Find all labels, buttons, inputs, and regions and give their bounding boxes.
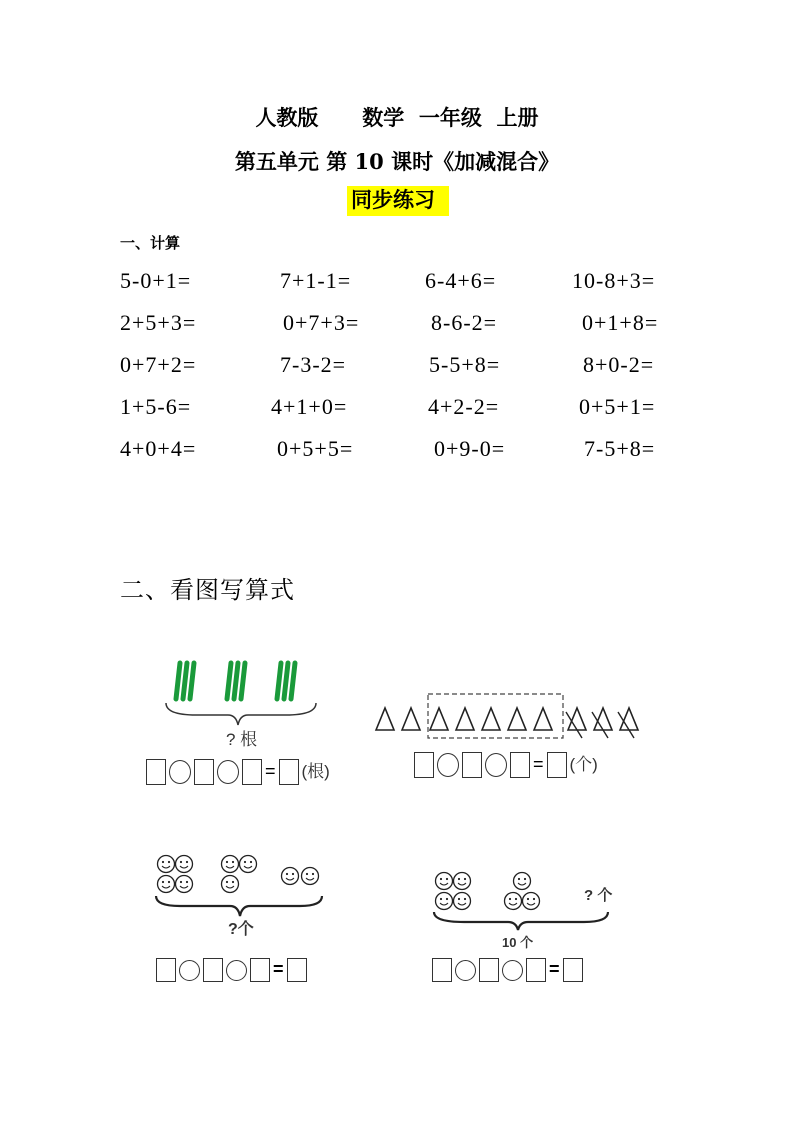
operator-circle[interactable] xyxy=(485,753,507,777)
title-line-1: 人教版 数学 一年级 上册 xyxy=(255,105,539,130)
calc-item: 0+7+3= xyxy=(283,310,360,335)
calc-item: 7-3-2= xyxy=(280,352,347,377)
equals-sign: = xyxy=(265,761,276,781)
calc-item: 10-8+3= xyxy=(572,268,656,293)
calc-row xyxy=(120,310,690,352)
answer-box[interactable] xyxy=(563,958,583,982)
pic3-question: ?个 xyxy=(228,921,254,938)
section-1-title: 一、计算 xyxy=(120,234,181,252)
pic4-total: 10 个 xyxy=(502,935,534,950)
calc-row xyxy=(120,436,690,478)
pic1-equation xyxy=(146,757,333,785)
calc-item: 0+5+1= xyxy=(579,394,656,419)
picture-smileys-2 xyxy=(424,866,624,991)
calc-item: 7-5+8= xyxy=(584,436,656,461)
answer-box[interactable] xyxy=(414,752,434,778)
operator-circle[interactable] xyxy=(179,960,200,981)
title-line-2: 第五单元 第 10 课时《加减混合》 xyxy=(234,149,560,174)
operator-circle[interactable] xyxy=(437,753,459,777)
answer-box[interactable] xyxy=(250,958,270,982)
calc-grid xyxy=(120,268,690,478)
calc-item: 0+1+8= xyxy=(582,310,659,335)
answer-box[interactable] xyxy=(203,958,223,982)
calc-item: 4+1+0= xyxy=(271,394,348,419)
calc-item: 1+5-6= xyxy=(120,394,192,419)
unit-label: (根) xyxy=(301,762,330,781)
answer-box[interactable] xyxy=(287,958,307,982)
calc-item: 0+7+2= xyxy=(120,352,197,377)
practice-badge: 同步练习 xyxy=(347,186,449,216)
operator-circle[interactable] xyxy=(502,960,523,981)
picture-smileys-1 xyxy=(150,848,340,988)
calc-item: 7+1-1= xyxy=(280,268,352,293)
calc-item: 0+5+5= xyxy=(277,436,354,461)
calc-row xyxy=(120,352,690,394)
calc-item: 4+2-2= xyxy=(428,394,500,419)
smileys-illustration xyxy=(150,848,335,923)
calc-item: 4+0+4= xyxy=(120,436,197,461)
pic1-question: ? 根 xyxy=(226,730,258,749)
calc-item: 8-6-2= xyxy=(431,310,498,335)
answer-box[interactable] xyxy=(156,958,176,982)
operator-circle[interactable] xyxy=(169,760,191,784)
calc-row xyxy=(120,394,690,436)
pic4-equation xyxy=(432,958,586,982)
calc-item: 8+0-2= xyxy=(583,352,655,377)
equals-sign: = xyxy=(533,754,544,774)
answer-box[interactable] xyxy=(526,958,546,982)
answer-box[interactable] xyxy=(547,752,567,778)
calc-item: 2+5+3= xyxy=(120,310,197,335)
operator-circle[interactable] xyxy=(226,960,247,981)
operator-circle[interactable] xyxy=(455,960,476,981)
calc-item: 5-0+1= xyxy=(120,268,192,293)
section-2-title: 二、看图写算式 xyxy=(120,576,295,604)
answer-box[interactable] xyxy=(479,958,499,982)
pic2-equation xyxy=(414,750,601,778)
answer-box[interactable] xyxy=(462,752,482,778)
picture-triangles xyxy=(372,690,652,800)
answer-box[interactable] xyxy=(146,759,166,785)
equals-sign: = xyxy=(273,958,284,979)
triangles-illustration xyxy=(372,690,647,745)
calc-item: 6-4+6= xyxy=(425,268,497,293)
calc-row xyxy=(120,268,690,310)
calc-item: 0+9-0= xyxy=(434,436,506,461)
equals-sign: = xyxy=(549,958,560,979)
answer-box[interactable] xyxy=(194,759,214,785)
unit-label: (个) xyxy=(569,755,598,774)
picture-sticks xyxy=(146,655,356,805)
sticks-illustration xyxy=(146,655,346,730)
answer-box[interactable] xyxy=(279,759,299,785)
operator-circle[interactable] xyxy=(217,760,239,784)
answer-box[interactable] xyxy=(242,759,262,785)
answer-box[interactable] xyxy=(510,752,530,778)
pic4-question: ? 个 xyxy=(584,887,613,904)
pic3-equation xyxy=(156,958,310,982)
answer-box[interactable] xyxy=(432,958,452,982)
calc-item: 5-5+8= xyxy=(429,352,501,377)
